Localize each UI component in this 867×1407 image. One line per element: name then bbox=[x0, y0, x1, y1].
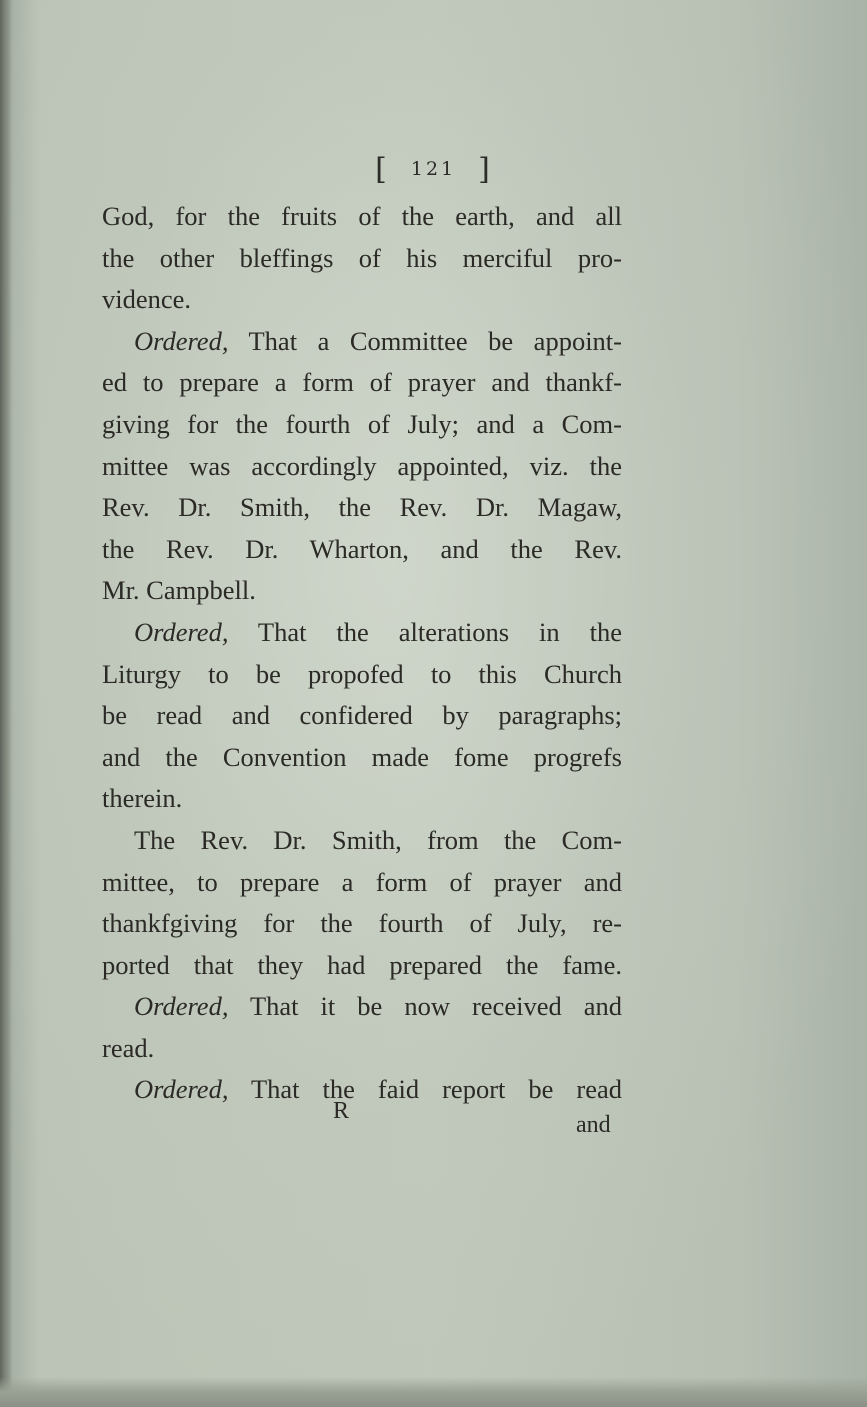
ordered-label: Ordered, bbox=[134, 325, 229, 356]
text-line: God, for the fruits of the earth, and all bbox=[102, 201, 622, 231]
ordered-label: Ordered, bbox=[134, 1074, 229, 1105]
text-line: The Rev. Dr. Smith, from the Com- bbox=[134, 824, 622, 855]
text-line: Mr. Campbell. bbox=[102, 575, 256, 606]
text-line: giving for the fourth of July; and a Com- bbox=[102, 408, 622, 439]
ordered-label: Ordered, bbox=[134, 991, 229, 1022]
page-number: 121 bbox=[410, 158, 457, 180]
ordered-label: Ordered, bbox=[134, 616, 229, 647]
text-line: Ordered, That it be now received and bbox=[134, 991, 622, 1022]
body-text bbox=[102, 196, 622, 1111]
text-line: mittee was accordingly appointed, viz. the bbox=[102, 450, 622, 481]
catchword: and bbox=[576, 1112, 611, 1138]
text-line: Ordered, That a Committee be appoint- bbox=[134, 325, 622, 356]
text-line: thankfgiving for the fourth of July, re- bbox=[102, 908, 622, 939]
text-line: Ordered, That the faid report be read bbox=[134, 1074, 622, 1105]
page-header bbox=[0, 152, 867, 187]
text-line: ed to prepare a form of prayer and thankf- bbox=[102, 367, 622, 398]
signature-mark: R bbox=[333, 1098, 350, 1124]
text-line: read. bbox=[102, 1032, 155, 1063]
text-line: therein. bbox=[102, 783, 183, 814]
text-line: be read and confidered by paragraphs; bbox=[102, 700, 622, 731]
text-line: vidence. bbox=[102, 284, 192, 315]
header-bracket-open: [ bbox=[375, 152, 389, 187]
text-line: and the Convention made fome progrefs bbox=[102, 741, 622, 772]
text-line: Liturgy to be propofed to this Church bbox=[102, 658, 622, 689]
text-line: ported that they had prepared the fame. bbox=[102, 949, 622, 980]
text-line: the Rev. Dr. Wharton, and the Rev. bbox=[102, 533, 622, 564]
text-line: Rev. Dr. Smith, the Rev. Dr. Magaw, bbox=[102, 492, 622, 523]
header-bracket-close: ] bbox=[478, 152, 492, 187]
text-line: Ordered, That the alterations in the bbox=[134, 616, 622, 647]
text-line: mittee, to prepare a form of prayer and bbox=[102, 866, 622, 897]
text-line: the other bleffings of his merciful pro- bbox=[102, 242, 622, 273]
